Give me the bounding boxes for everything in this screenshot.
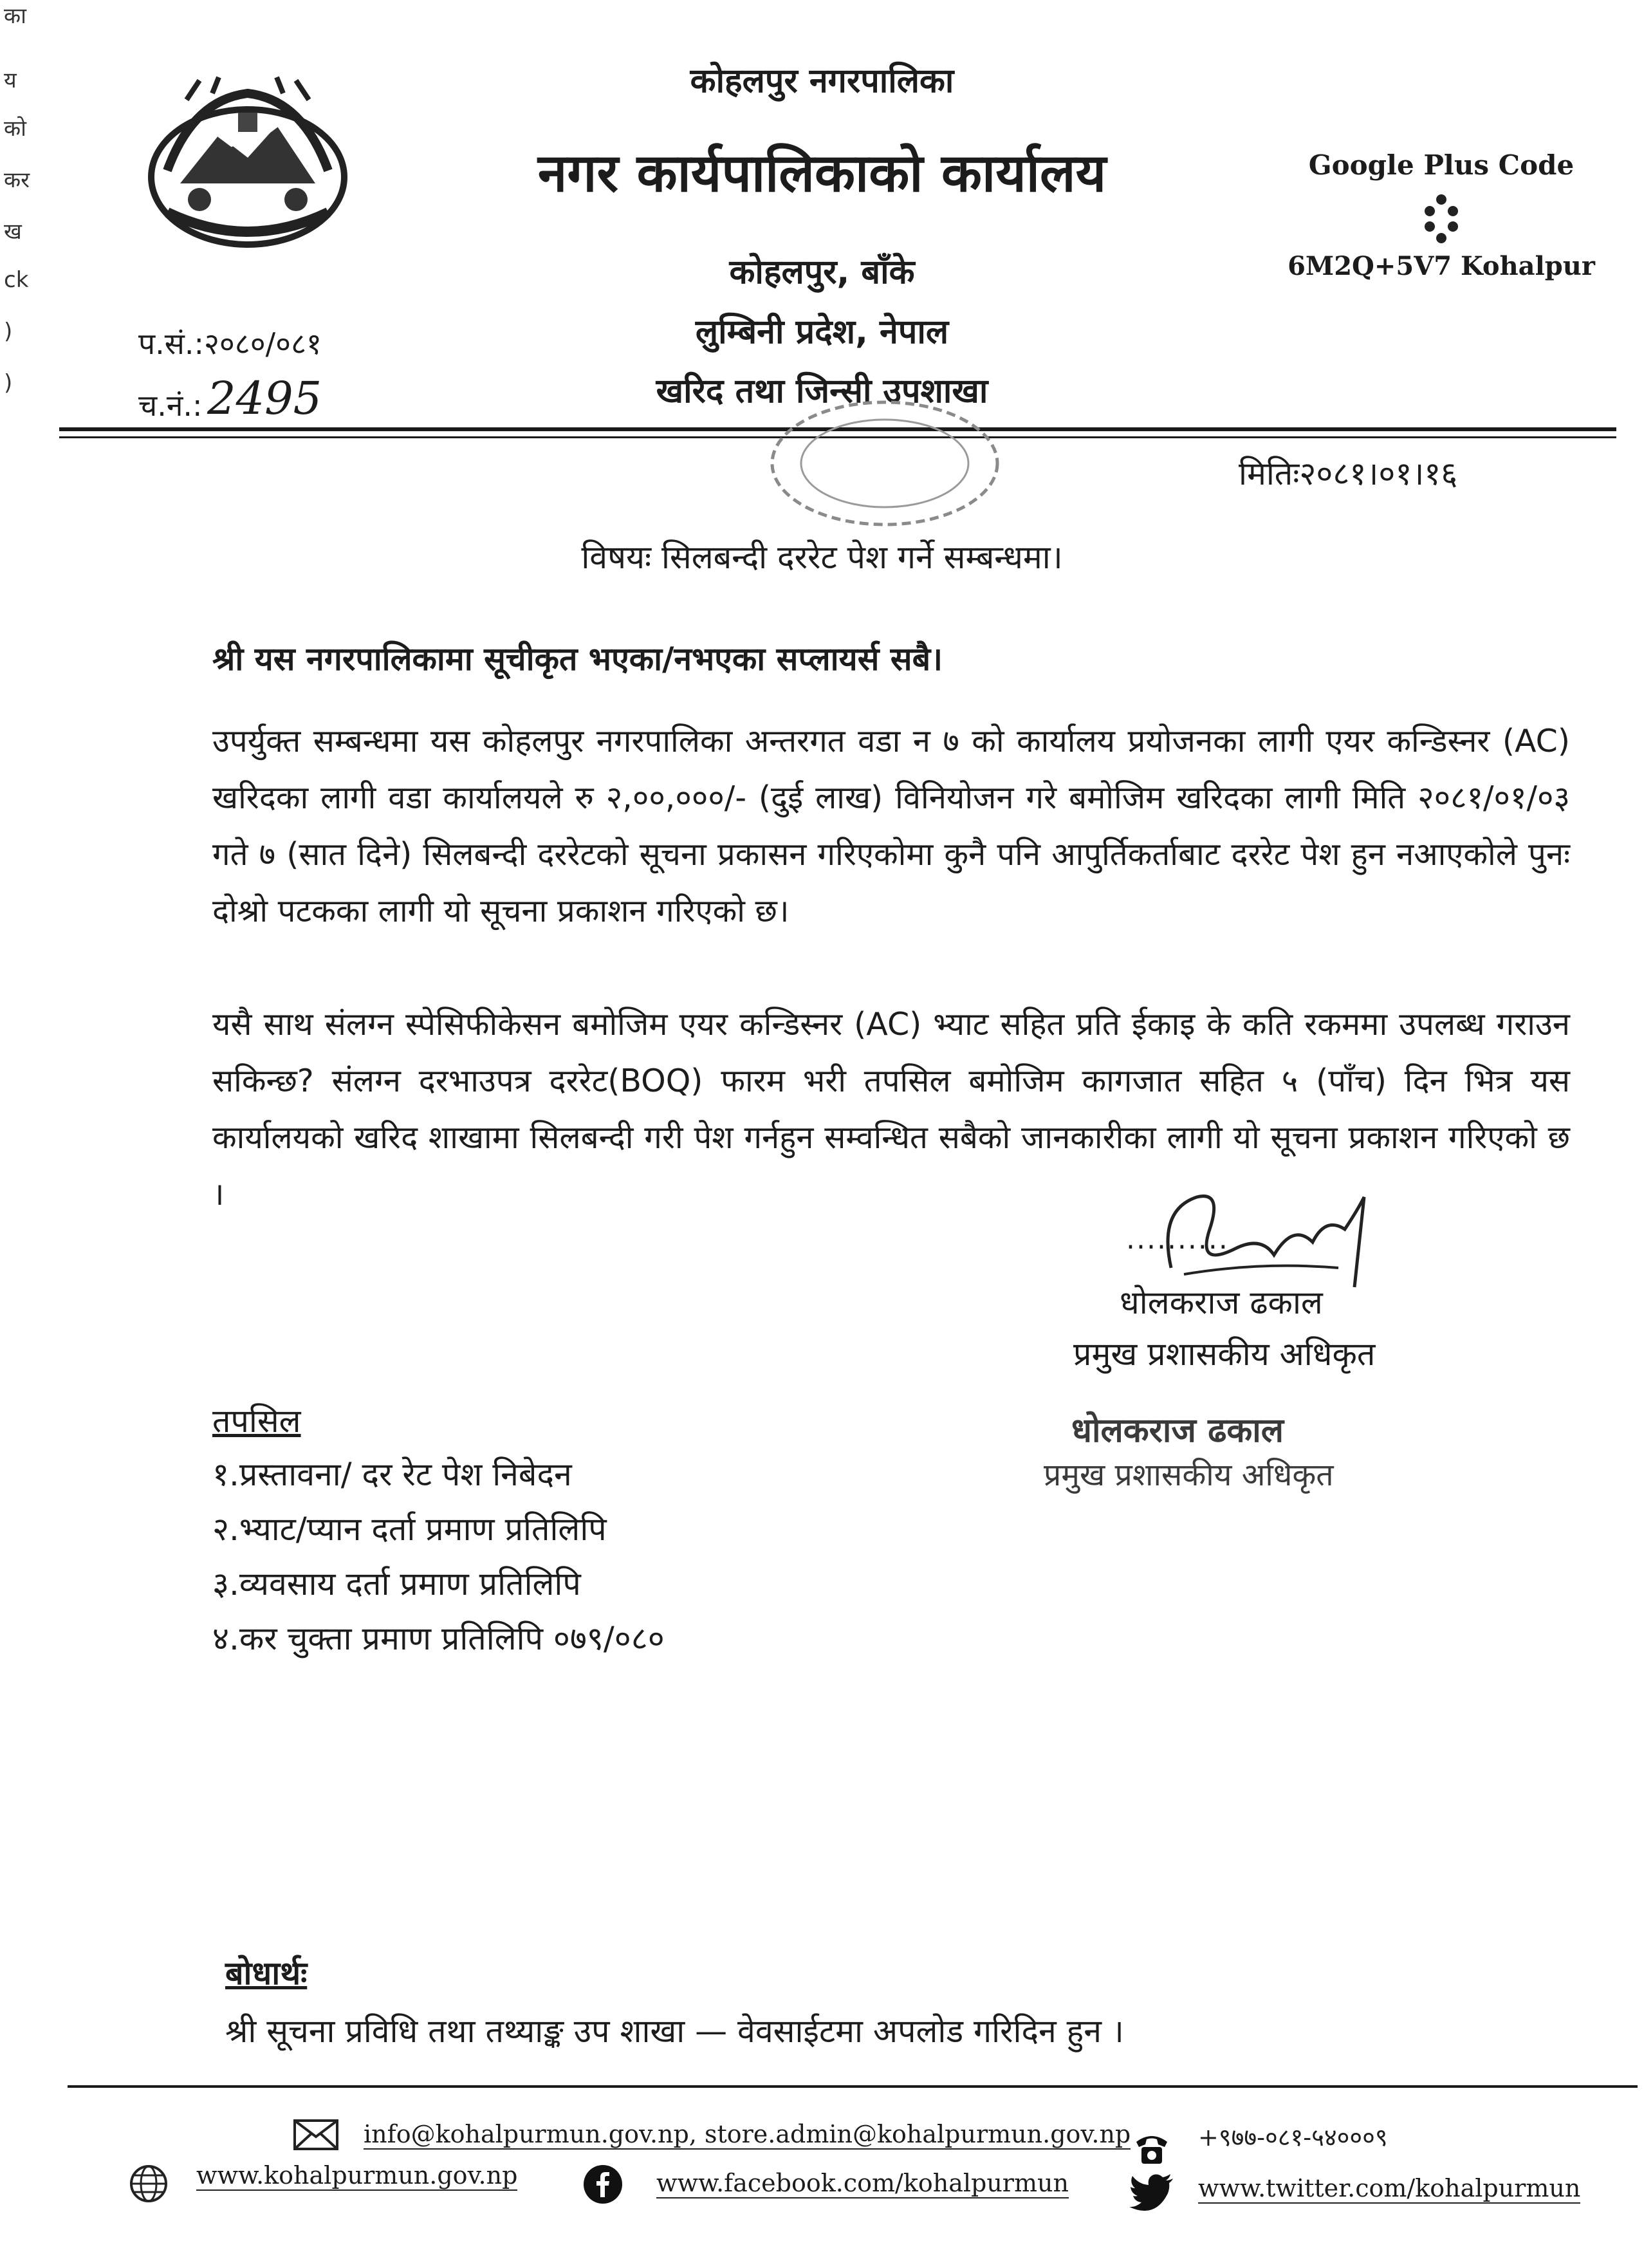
edge-fragment: ) [4,319,13,344]
body-paragraph-2: यसै साथ संलग्न स्पेसिफीकेसन बमोजिम एयर कन्डिस्नर (AC) भ्याट सहित प्रति ईकाइ के कति रकममा उपलब्ध गराउन सकिन्छ? संलग्न दरभाउपत्र दररेट(BOQ) फारम भरी तपसिल बमोजिम कागजात सहित ५ (पाँच) दिन भित्र यस कार्यालयको खरिद शाखामा सिलबन्दी गरी पेश गर्नहुन सम्वन्धित सबैको जानकारीका लागी यो सूचना प्रकाशन गरिएको छ । [212,1006,1570,1213]
mail-icon [293,2119,339,2151]
tapasil-item: २.भ्याट/प्यान दर्ता प्रमाण प्रतिलिपि [212,1510,607,1548]
edge-fragment: का [4,3,26,29]
office-title: नगर कार्यपालिकाको कार्यालय [537,143,1107,204]
tapasil-item: ४.कर चुक्ता प्रमाण प्रतिलिपि ०७९/०८० [212,1620,665,1657]
plus-code-icon [1403,193,1480,245]
edge-fragment: य [4,68,17,93]
reference-chana-label: च.नं.: [138,388,203,423]
bodharth-text: श्री सूचना प्रविधि तथा तथ्याङ्क उप शाखा — वेवसाईटमा अपलोड गरिदिन हुन । [225,2012,1124,2050]
google-plus-code-title: Google Plus Code [1308,149,1575,181]
signatory-name: धोलकराज ढकाल [1120,1284,1323,1321]
letter-subject: विषयः सिलबन्दी दररेट पेश गर्ने सम्बन्धमा। [581,539,1063,576]
tapasil-item: ३.व्यवसाय दर्ता प्रमाण प्रतिलिपि [212,1565,581,1603]
stamp-name: धोलकराज ढकाल [1071,1411,1284,1450]
edge-fragment: ck [4,267,29,293]
twitter-icon [1129,2174,1174,2211]
facebook-icon [582,2164,623,2205]
letter-addressee: श्री यस नगरपालिकामा सूचीकृत भएका/नभएका सप्लायर्स सबै। [212,640,943,678]
signature-dots: .......... [1126,1223,1229,1256]
location-line-3: खरिद तथा जिन्सी उपशाखा [656,372,988,411]
google-plus-code: 6M2Q+5V7 Kohalpur [1288,251,1595,281]
edge-fragment: ख [4,219,22,245]
body-paragraph-1: उपर्युक्त सम्बन्धमा यस कोहलपुर नगरपालिका अन्तरगत वडा न ७ को कार्यालय प्रयोजनका लागी एयर कन्डिस्नर (AC) खरिदका लागी वडा कार्यालयले रु २,००,०००/- (दुई लाख) विनियोजन गरे बमोजिम खरिदका लागी मिति २०८१/०१/०३ गते ७ (सात दिने) सिलबन्दी दररेटको सूचना प्रकासन गरिएकोमा कुनै पनि आपुर्तिकर्ताबाट दररेट पेश हुन नआएकोले पुनः दोश्रो पटकका लागी यो सूचना प्रकाशन गरिएको छ। [212,723,1570,929]
edge-fragment: कर [4,167,30,193]
signatory-title: प्रमुख प्रशासकीय अधिकृत [1073,1335,1376,1373]
location-line-1: कोहलपुर, बाँके [729,253,915,292]
tapasil-item: १.प्रस्तावना/ दर रेट पेश निबेदन [212,1456,572,1493]
footer-twitter[interactable]: www.twitter.com/kohalpurmun [1198,2174,1581,2202]
footer-website[interactable]: www.kohalpurmun.gov.np [196,2161,518,2189]
municipality-name: कोहलपुर नगरपालिका [690,62,954,100]
bodharth-heading: बोधार्थः [225,1955,308,1992]
footer-rule [68,2085,1638,2088]
reference-chana-number: 2495 [207,372,322,425]
edge-fragment: ) [4,370,13,396]
office-seal-icon [756,396,1013,531]
globe-icon [129,2164,169,2204]
stamp-title: प्रमुख प्रशासकीय अधिकृत [1044,1457,1334,1493]
tapasil-heading: तपसिल [212,1402,301,1440]
location-line-2: लुम्बिनी प्रदेश, नेपाल [695,313,949,351]
edge-fragment: को [4,116,26,142]
phone-icon [1132,2130,1171,2166]
footer-phone: +९७७-०८१-५४०००९ [1198,2123,1388,2152]
reference-pasa: प.सं.:२०८०/०८१ [138,326,322,361]
footer-facebook[interactable]: www.facebook.com/kohalpurmun [656,2169,1069,2197]
footer-email[interactable]: info@kohalpurmun.gov.np, store.admin@kohalpurmun.gov.np [364,2120,1131,2148]
letter-date: मितिः२०८१।०१।१६ [1239,455,1458,492]
